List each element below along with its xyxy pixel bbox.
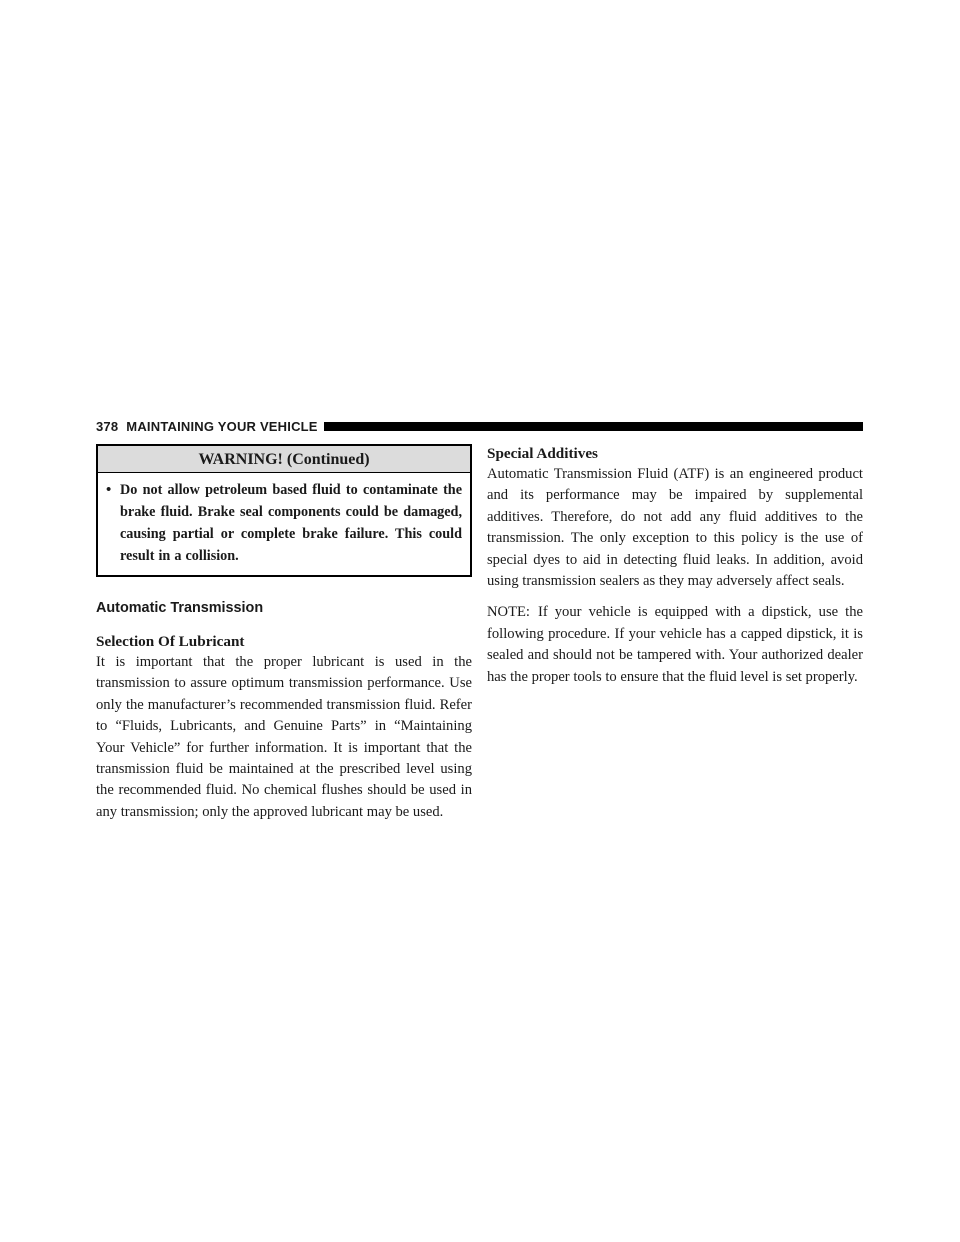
section-title: MAINTAINING YOUR VEHICLE — [126, 418, 318, 434]
warning-box — [96, 444, 472, 577]
selection-of-lubricant-heading: Selection Of Lubricant — [96, 633, 245, 650]
special-additives-text: Automatic Transmission Fluid (ATF) is an engineered product and its performance may be impaired by supplemental additives. Therefore, do not add any fluid additives to the transmission. The only exception to this policy is the use of special dyes to aid in detecting fluid leaks. In addition, avoid using transmission sealers as they may adversely affect seals. — [487, 466, 863, 590]
warning-title: WARNING! (Continued) — [98, 446, 470, 473]
note-text: If your vehicle is equipped with a dipstick, use the following procedure. If your vehicle has a capped dipstick, it is sealed and should not be tampered with. Your authorized dealer has the proper tools to ensure that the fluid level is set properly. — [487, 604, 863, 685]
warning-text: Do not allow petroleum based fluid to contaminate the brake fluid. Brake seal components could be damaged, causing partial or complete brake failure. This could result in a collision. — [120, 482, 462, 564]
left-column — [96, 444, 472, 823]
right-column — [487, 444, 863, 688]
page-header — [96, 418, 863, 434]
warning-body — [98, 473, 470, 575]
page-number: 378 — [96, 418, 119, 434]
automatic-transmission-heading: Automatic Transmission — [96, 600, 264, 616]
special-additives-heading: Special Additives — [487, 445, 598, 462]
note-label: NOTE: — [487, 604, 530, 621]
bullet-icon: • — [106, 482, 112, 498]
header-rule — [324, 422, 863, 431]
note-paragraph — [487, 602, 863, 688]
selection-of-lubricant-text: It is important that the proper lubricant is used in the transmission to assure optimum transmission performance. Use only the manufacturer’s recommended transmission fluid. Refer to “Fluids, Lubricants, and Genuine Parts” in “Maintaining Your Vehicle” for further information. It is important that the transmission fluid be maintained at the prescribed level using the recommended fluid. No chemical flushes should be used in any transmission; only the approved lubricant may be used. — [96, 654, 472, 820]
